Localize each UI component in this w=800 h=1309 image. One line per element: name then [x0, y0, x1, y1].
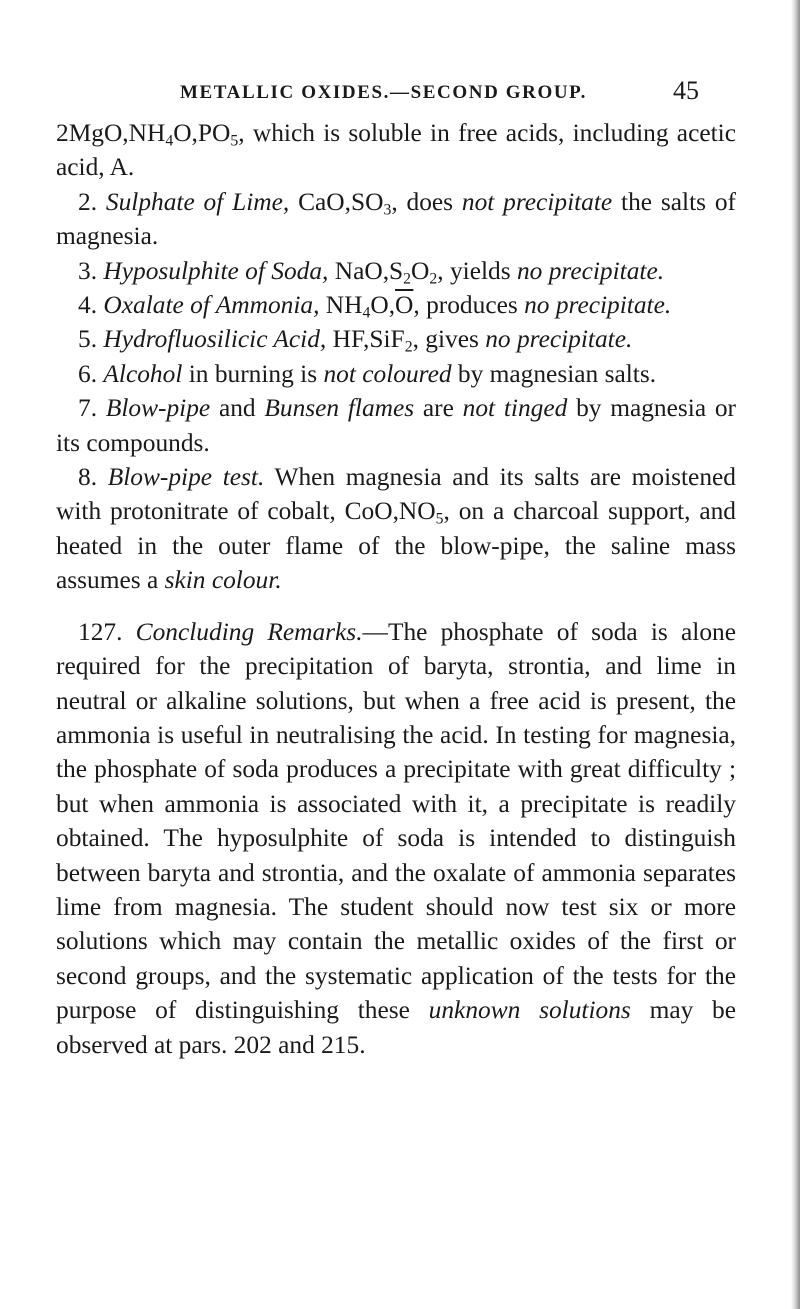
item-text: , does: [391, 187, 462, 216]
formula: CaO,SO: [298, 187, 384, 216]
formula: NaO,S: [334, 256, 404, 285]
item-text: in burning is: [182, 359, 324, 388]
emphasis: not tinged: [462, 394, 568, 423]
item-3: [56, 254, 736, 288]
item-text: by magnesian salts.: [451, 359, 657, 388]
item-1-continuation: [56, 116, 736, 185]
reagent-name: Oxalate of Ammonia,: [103, 291, 320, 320]
section-title: Concluding Remarks.: [135, 617, 363, 646]
item-number: 3.: [78, 256, 98, 285]
running-head: METALLIC OXIDES.—SECOND GROUP.: [180, 82, 587, 103]
formula-subscript: 2: [404, 338, 413, 356]
item-4: [56, 288, 736, 322]
section-text: —The phosphate of soda is alone required for the precipitation of baryta, strontia, and lime in neutral or alkaline solutions, but when a free acid is present, the ammonia is useful in neutralising the acid. In testing for magnesia, the phosphate of soda produces a precipitate with great difficulty ; but when ammonia is associated with it, a precipitate is readily obtained. The hyposulphite of soda is intended to distinguish between baryta and strontia, and the oxalate of ammonia separates lime from magnesia. The student should now test six or more solutions which may contain the metallic oxides of the first or second groups, and the systematic application of the tests for the purpose of distinguishing these: [56, 617, 736, 1025]
item-number: 7.: [78, 394, 98, 423]
formula: O,PO: [173, 119, 231, 147]
page-number: 45: [673, 76, 699, 105]
page-header: [180, 76, 740, 112]
formula-subscript: 2: [429, 270, 438, 288]
item-number: 2.: [78, 187, 98, 216]
item-2: [56, 185, 736, 254]
formula: O,: [370, 291, 396, 320]
formula-subscript: 5: [230, 132, 239, 150]
item-number: 6.: [78, 359, 98, 388]
page-edge-shadow: [791, 0, 800, 1309]
emphasis: no precipitate.: [485, 325, 633, 354]
item-text: , gives: [412, 325, 486, 354]
page-body: [56, 116, 736, 1062]
formula: CoO,NO: [344, 497, 436, 526]
item-text: , on a charcoal support, and heated in the outer flame of the blow-pipe, the saline mass assumes a: [56, 497, 736, 595]
item-text: and: [210, 394, 265, 423]
reagent-name: Blow-pipe: [105, 394, 211, 423]
item-number: 8.: [78, 463, 98, 492]
item-text: , which is soluble in free acids, including acetic acid, A.: [56, 119, 736, 182]
formula-subscript: 5: [435, 510, 444, 528]
item-number: 5.: [78, 325, 98, 354]
emphasis: not coloured: [323, 359, 452, 388]
reagent-name: Alcohol: [103, 359, 183, 388]
formula-subscript: 4: [362, 304, 371, 322]
formula: O: [411, 256, 430, 285]
item-text: , produces: [413, 291, 525, 320]
section-127-paragraph: [56, 615, 736, 1062]
item-5: [56, 322, 736, 356]
formula: HF,SiF: [332, 325, 405, 354]
item-text: are: [414, 394, 463, 423]
reagent-name: Blow-pipe test.: [107, 463, 265, 492]
reagent-name: Hyposulphite of Soda,: [103, 256, 329, 285]
reagent-name: Bunsen flames: [264, 394, 415, 423]
item-8: [56, 460, 736, 598]
item-text: , yields: [437, 256, 517, 285]
emphasis: not precipitate: [461, 187, 613, 216]
item-number: 4.: [78, 291, 98, 320]
emphasis: no precipitate.: [524, 291, 672, 320]
item-text: the salts of magnesia.: [56, 187, 736, 251]
formula-subscript: 2: [403, 270, 412, 288]
section-number: 127.: [78, 617, 123, 646]
formula: 2MgO,NH: [56, 119, 166, 147]
formula-overlined: $\overline{O}$: [395, 291, 414, 320]
emphasis: skin colour.: [164, 566, 282, 595]
item-text: When magnesia and its salts are moistened with protonitrate of cobalt,: [56, 463, 736, 526]
section-text: may be observed at pars. 202 and 215.: [56, 996, 737, 1059]
formula: NH: [325, 291, 363, 320]
reagent-name: Hydrofluosilicic Acid,: [103, 325, 327, 354]
item-text: by magnesia or its compounds.: [56, 394, 737, 457]
reagent-name: Sulphate of Lime,: [105, 187, 290, 216]
item-7: [56, 391, 736, 460]
item-6: [56, 357, 736, 391]
formula-subscript: 4: [165, 132, 174, 150]
formula-subscript: 3: [383, 201, 392, 219]
emphasis: no precipitate.: [516, 256, 665, 285]
emphasis: unknown solutions: [428, 996, 631, 1025]
